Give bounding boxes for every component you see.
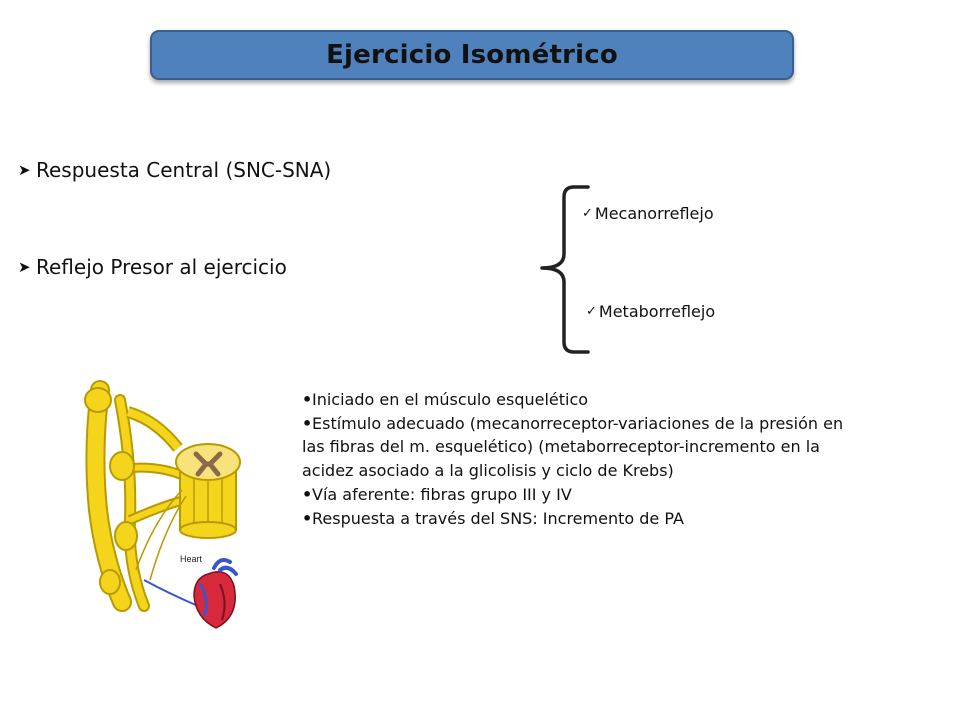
arrow-bullet-icon: ➤ bbox=[18, 161, 31, 179]
main-point-label: Respuesta Central (SNC-SNA) bbox=[36, 158, 332, 182]
main-point-pressor-reflex bbox=[18, 255, 287, 279]
check-icon: ✓ bbox=[582, 206, 593, 221]
bullet-icon: • bbox=[302, 508, 313, 528]
reflex-label: Mecanorreflejo bbox=[594, 204, 714, 223]
detail-text: Respuesta a través del SNS: Incremento de PA bbox=[312, 508, 684, 528]
spinal-cord-segment bbox=[176, 444, 240, 538]
reflex-label: Metaborreflejo bbox=[598, 302, 716, 321]
main-point-label: Reflejo Presor al ejercicio bbox=[36, 255, 287, 279]
list-item bbox=[302, 412, 862, 483]
bullet-icon: • bbox=[302, 484, 313, 504]
arrow-bullet-icon: ➤ bbox=[18, 258, 31, 276]
bullet-icon: • bbox=[302, 413, 313, 433]
detail-text: Iniciado en el músculo esquelético bbox=[312, 390, 589, 409]
spinal-reflex-illustration bbox=[70, 370, 282, 632]
reflex-metabo bbox=[586, 302, 715, 321]
sympathetic-chain bbox=[85, 388, 184, 606]
slide-title: Ejercicio Isométrico bbox=[326, 40, 618, 70]
detail-text: Vía aferente: fibras grupo III y IV bbox=[312, 484, 572, 504]
check-icon: ✓ bbox=[586, 304, 597, 319]
detail-text: Estímulo adecuado (mecanorreceptor-variaciones de la presión en las fibras del m. esquelético) (metaborreceptor-incremento en la acidez asociado a la glicolisis y ciclo de Krebs) bbox=[302, 413, 844, 481]
list-item bbox=[302, 507, 862, 531]
list-item bbox=[302, 483, 862, 507]
heart-label: Heart bbox=[180, 554, 203, 564]
main-point-central-response bbox=[18, 158, 331, 182]
reflex-mecano bbox=[582, 204, 714, 223]
title-banner bbox=[150, 30, 794, 80]
heart-icon bbox=[194, 560, 236, 628]
details-list bbox=[302, 388, 862, 530]
list-item bbox=[302, 388, 862, 412]
bullet-icon: • bbox=[302, 390, 313, 409]
